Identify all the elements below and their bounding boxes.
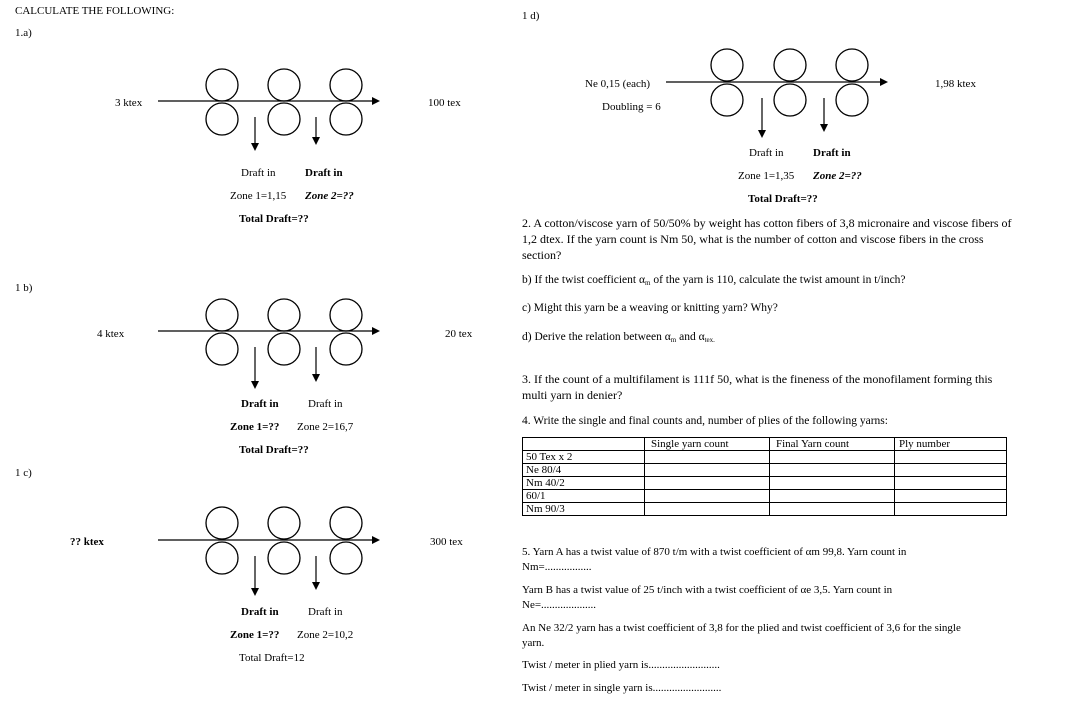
zone1-1b: Zone 1=?? (230, 421, 280, 433)
final-yarn-count-cell[interactable] (770, 464, 895, 477)
question-2b: b) If the twist coefficient $\alpha_m$ of the yarn is 110, calculate the twist amount in t/inch? (522, 274, 906, 287)
draft-label-1d-1: Draft in (749, 147, 784, 159)
total-draft-1a: Total Draft=?? (239, 213, 309, 225)
doubling-1d: Doubling = 6 (602, 101, 661, 113)
table-row (523, 490, 1007, 503)
single-yarn-count-cell[interactable] (645, 503, 770, 516)
draft-label-1c-1: Draft in (241, 606, 279, 618)
zone2-1c: Zone 2=10,2 (297, 629, 354, 641)
question-5a-answer[interactable]: Nm=................. (522, 561, 592, 573)
yarn-name: Ne 80/4 (523, 464, 645, 477)
ply-number-cell[interactable] (895, 464, 1007, 477)
question-5a-line1: 5. Yarn A has a twist value of 870 t/m with a twist coefficient of αm 99,8. Yarn count in (522, 546, 907, 558)
question-5c-line1: An Ne 32/2 yarn has a twist coefficient of 3,8 for the plied and twist coefficient of 3,6 for the single (522, 622, 961, 634)
question-1b-label: 1 b) (15, 282, 33, 294)
yarn-name: Nm 90/3 (523, 503, 645, 516)
final-yarn-count-cell[interactable] (770, 451, 895, 464)
draft-label-1a-1: Draft in (241, 167, 276, 179)
single-yarn-count-cell[interactable] (645, 451, 770, 464)
table-header-yarn (523, 438, 645, 451)
table-row (523, 477, 1007, 490)
question-2-text: 2. A cotton/viscose yarn of 50/50% by weight has cotton fibers of 3,8 micronaire and viscose fibers of 1,2 dtex. If the yarn count is Nm 50, what is the number of cotton and viscose fibers in the cross section? (522, 216, 1012, 262)
table-header-row (523, 438, 1007, 451)
draft-label-1c-2: Draft in (308, 606, 343, 618)
single-yarn-count-cell[interactable] (645, 464, 770, 477)
plied-twist-answer[interactable]: Twist / meter in plied yarn is.......................... (522, 659, 720, 671)
zone1-1c: Zone 1=?? (230, 629, 280, 641)
question-1d-label: 1 d) (522, 10, 540, 22)
ply-number-cell[interactable] (895, 477, 1007, 490)
table-header-final: Final Yarn count (770, 438, 895, 451)
draft-label-1b-2: Draft in (308, 398, 343, 410)
question-1a-label: 1.a) (15, 27, 32, 39)
table-header-ply: Ply number (895, 438, 1007, 451)
zone2-1a: Zone 2=?? (305, 190, 354, 202)
total-draft-1d: Total Draft=?? (748, 193, 818, 205)
final-yarn-count-cell[interactable] (770, 503, 895, 516)
table-row (523, 451, 1007, 464)
question-2c: c) Might this yarn be a weaving or knitting yarn? Why? (522, 302, 778, 314)
zone1-1a: Zone 1=1,15 (230, 190, 287, 202)
input-count-1d: Ne 0,15 (each) (585, 78, 651, 90)
table-row (523, 503, 1007, 516)
total-draft-1c: Total Draft=12 (239, 652, 305, 664)
output-count-1a: 100 tex (428, 97, 461, 109)
question-5b-answer[interactable]: Ne=.................... (522, 599, 597, 611)
question-2d: d) Derive the relation between $\alpha_m$ and $\alpha_{tex.}$ (522, 331, 715, 344)
yarn-name: 60/1 (523, 490, 645, 503)
total-draft-1b: Total Draft=?? (239, 444, 309, 456)
question-3-text: 3. If the count of a multifilament is 111f 50, what is the fineness of the monofilament forming this multi yarn in denier? (522, 372, 993, 402)
draft-label-1d-2: Draft in (813, 147, 851, 159)
final-yarn-count-cell[interactable] (770, 490, 895, 503)
page-title: CALCULATE THE FOLLOWING: (15, 5, 175, 17)
single-yarn-count-cell[interactable] (645, 490, 770, 503)
yarn-name: Nm 40/2 (523, 477, 645, 490)
input-count-1b: 4 ktex (97, 328, 125, 340)
ply-number-cell[interactable] (895, 451, 1007, 464)
question-5c-line2: yarn. (522, 637, 545, 649)
yarn-name: 50 Tex x 2 (523, 451, 645, 464)
input-count-1a: 3 ktex (115, 97, 143, 109)
question-5b-line1: Yarn B has a twist value of 25 t/inch with a twist coefficient of αe 3,5. Yarn count in (522, 584, 893, 596)
input-count-1c: ?? ktex (70, 536, 104, 548)
single-yarn-count-cell[interactable] (645, 477, 770, 490)
draft-label-1b-1: Draft in (241, 398, 279, 410)
ply-number-cell[interactable] (895, 490, 1007, 503)
single-twist-answer[interactable]: Twist / meter in single yarn is......................... (522, 682, 722, 694)
draft-label-1a-2: Draft in (305, 167, 343, 179)
final-yarn-count-cell[interactable] (770, 477, 895, 490)
question-1c-label: 1 c) (15, 467, 32, 479)
question-4-text: 4. Write the single and final counts and, number of plies of the following yarns: (522, 415, 888, 427)
output-count-1b: 20 tex (445, 328, 473, 340)
yarn-count-table (522, 437, 1007, 516)
table-row (523, 464, 1007, 477)
zone1-1d: Zone 1=1,35 (738, 170, 795, 182)
output-count-1d: 1,98 ktex (935, 78, 976, 90)
output-count-1c: 300 tex (430, 536, 463, 548)
ply-number-cell[interactable] (895, 503, 1007, 516)
table-header-single: Single yarn count (645, 438, 770, 451)
zone2-1d: Zone 2=?? (813, 170, 862, 182)
zone2-1b: Zone 2=16,7 (297, 421, 354, 433)
